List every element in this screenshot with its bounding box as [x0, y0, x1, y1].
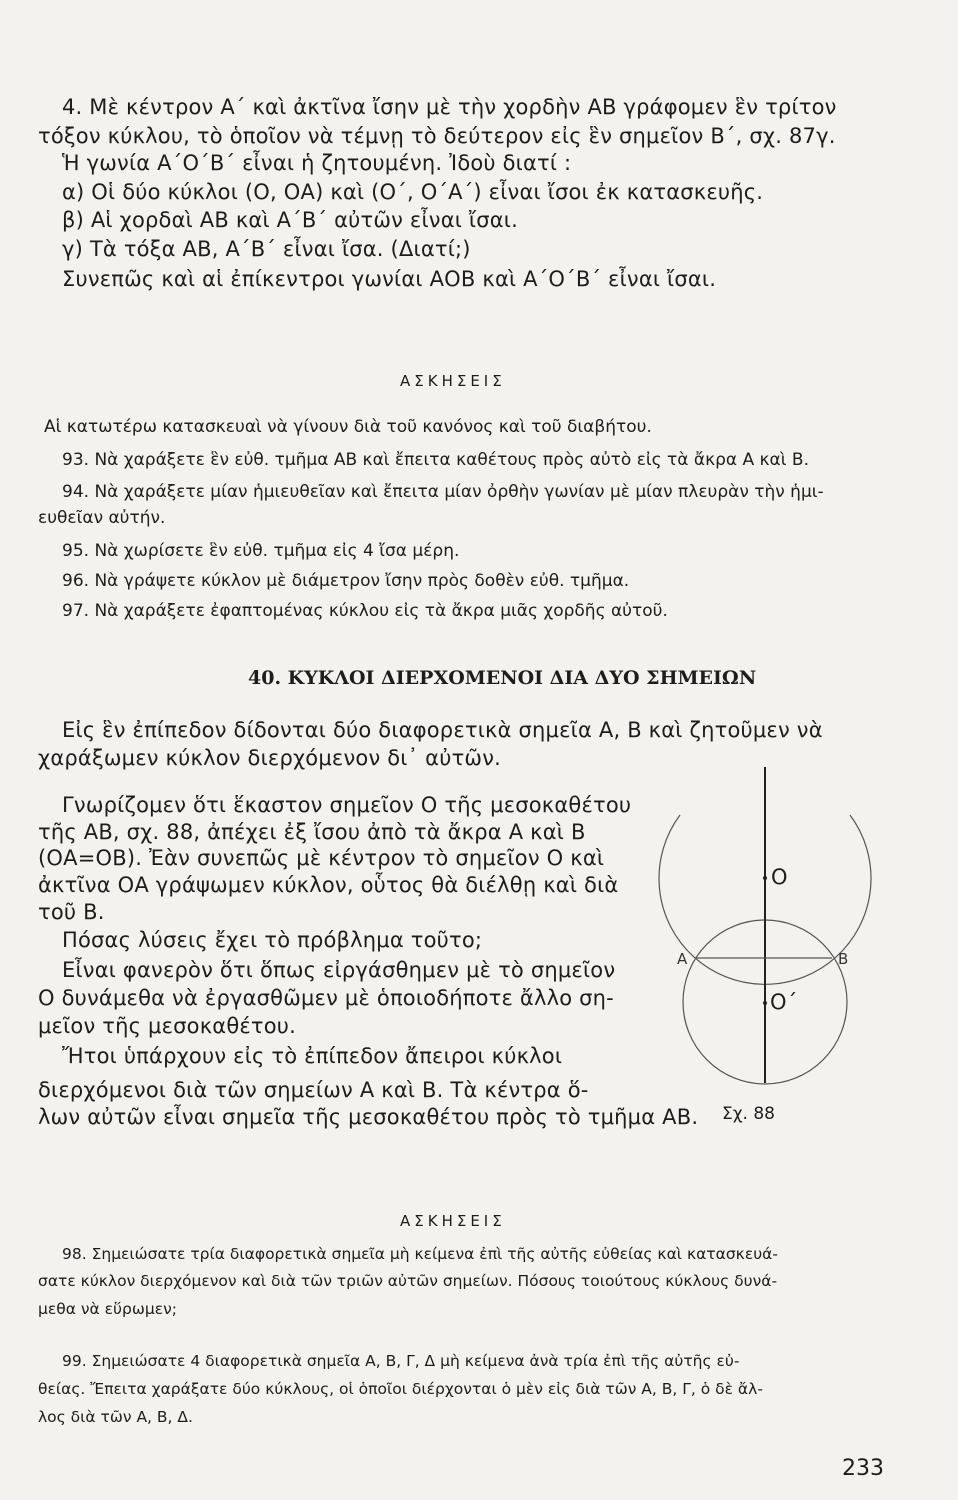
exercise-97: 97. Νὰ χαράξετε ἐφαπτομένας κύκλου εἰς τὰ ἄκρα μιᾶς χορδῆς αὐτοῦ.	[62, 601, 668, 621]
text-line: (ΟΑ=ΟΒ). Ἐὰν συνεπῶς μὲ κέντρον τὸ σημεῖον Ο καὶ	[38, 846, 605, 870]
text-line: 4. Μὲ κέντρον Α΄ καὶ ἀκτῖνα ἴσην μὲ τὴν χορδὴν ΑΒ γράφομεν ἓν τρίτον	[62, 95, 837, 119]
section-heading: ΑΣΚΗΣΕΙΣ	[400, 1212, 506, 1230]
label-o-prime: Ο΄	[770, 990, 798, 1014]
text-line: β) Αἱ χορδαὶ ΑΒ καὶ Α΄Β΄ αὐτῶν εἶναι ἴσαι.	[62, 208, 518, 232]
exercise-95: 95. Νὰ χωρίσετε ἓν εὐθ. τμῆμα εἰς 4 ἴσα μέρη.	[62, 541, 460, 561]
exercise-98: 98. Σημειώσατε τρία διαφορετικὰ σημεῖα μὴ κείμενα ἐπὶ τῆς αὐτῆς εὐθείας καὶ κατασκευά-	[62, 1245, 778, 1263]
text-line: τόξον κύκλου, τὸ ὁποῖον νὰ τέμνῃ τὸ δεύτερον εἰς ἓν σημεῖον Β΄, σχ. 87γ.	[38, 124, 836, 148]
text-line: Ἡ γωνία Α΄Ο΄Β΄ εἶναι ἡ ζητουμένη. Ἰδοὺ διατί :	[62, 151, 572, 175]
text-line: τοῦ Β.	[38, 900, 105, 924]
text-line: Πόσας λύσεις ἔχει τὸ πρόβλημα τοῦτο;	[62, 928, 483, 952]
text-line: Εἶναι φανερὸν ὅτι ὅπως εἰργάσθημεν μὲ τὸ σημεῖον	[62, 958, 616, 982]
text-line: Συνεπῶς καὶ αἱ ἐπίκεντροι γωνίαι ΑΟΒ καὶ Α΄Ο΄Β΄ εἶναι ἴσαι.	[62, 267, 717, 291]
exercise-93: 93. Νὰ χαράξετε ἓν εὐθ. τμῆμα ΑΒ καὶ ἔπειτα καθέτους πρὸς αὐτὸ εἰς τὰ ἄκρα Α καὶ Β.	[62, 450, 809, 470]
exercise-96: 96. Νὰ γράψετε κύκλον μὲ διάμετρον ἴσην πρὸς δοθὲν εὐθ. τμῆμα.	[62, 571, 630, 591]
text-line: λος διὰ τῶν Α, Β, Δ.	[38, 1408, 193, 1426]
section-heading: ΑΣΚΗΣΕΙΣ	[400, 372, 506, 390]
label-b: Β	[838, 950, 849, 968]
text-line: ευθεῖαν αὐτήν.	[38, 508, 166, 528]
text-line: διερχόμενοι διὰ τῶν σημείων Α καὶ Β. Τὰ κέντρα ὅ-	[38, 1078, 589, 1102]
text-line: γ) Τὰ τόξα ΑΒ, Α΄Β΄ εἶναι ἴσα. (Διατί;)	[62, 237, 471, 261]
text-line: Ο δυνάμεθα νὰ ἐργασθῶμεν μὲ ὁποιοδήποτε ἄλλο ση-	[38, 986, 614, 1010]
text-line: μεθα νὰ εὕρωμεν;	[38, 1300, 177, 1318]
text-line: τῆς ΑΒ, σχ. 88, ἀπέχει ἐξ ἴσου ἀπὸ τὰ ἄκρα Α καὶ Β	[38, 820, 586, 844]
label-a: Α	[677, 950, 688, 968]
text-line: σατε κύκλον διερχόμενον καὶ διὰ τῶν τριῶν αὐτῶν σημείων. Πόσους τοιούτους κύκλους δυνά-	[38, 1272, 778, 1290]
text-line: μεῖον τῆς μεσοκαθέτου.	[38, 1014, 297, 1038]
exercise-99: 99. Σημειώσατε 4 διαφορετικὰ σημεῖα Α, Β, Γ, Δ μὴ κείμενα ἀνὰ τρία ἐπὶ τῆς αὐτῆς εὐ-	[62, 1352, 740, 1370]
text-line: Ἤτοι ὑπάρχουν εἰς τὸ ἐπίπεδον ἄπειροι κύκλοι	[62, 1044, 563, 1068]
text-line: θείας. Ἔπειτα χαράξατε δύο κύκλους, οἱ ὁποῖοι διέρχονται ὁ μὲν εἰς διὰ τῶν Α, Β, Γ, ὁ δὲ ἄλ-	[38, 1380, 763, 1398]
point-o-prime	[763, 1001, 767, 1005]
text-line: λων αὐτῶν εἶναι σημεῖα τῆς μεσοκαθέτου πρὸς τὸ τμῆμα ΑΒ.	[38, 1105, 699, 1129]
figure-caption: Σχ. 88	[722, 1104, 776, 1124]
page-number: 233	[842, 1456, 884, 1481]
section-title: 40. ΚΥΚΛΟΙ ΔΙΕΡΧΟΜΕΝΟΙ ΔΙΑ ΔΥΟ ΣΗΜΕΙΩΝ	[248, 667, 757, 689]
text-line: ἀκτῖνα ΟΑ γράψωμεν κύκλον, οὗτος θὰ διέλθῃ καὶ διὰ	[38, 873, 619, 897]
text-line: Εἰς ἓν ἐπίπεδον δίδονται δύο διαφορετικὰ σημεῖα Α, Β καὶ ζητοῦμεν νὰ	[62, 718, 823, 742]
point-o	[763, 876, 767, 880]
text-line: α) Οἱ δύο κύκλοι (Ο, ΟΑ) καὶ (Ο΄, Ο΄Α΄) εἶναι ἴσοι ἐκ κατασκευῆς.	[62, 180, 764, 204]
text-line: Αἱ κατωτέρω κατασκευαὶ νὰ γίνουν διὰ τοῦ κανόνος καὶ τοῦ διαβήτου.	[44, 417, 652, 437]
exercise-94: 94. Νὰ χαράξετε μίαν ἡμιευθεῖαν καὶ ἔπειτα μίαν ὀρθὴν γωνίαν μὲ μίαν πλευρὰν τὴν ἡμι-	[62, 482, 824, 502]
text-line: Γνωρίζομεν ὅτι ἕκαστον σημεῖον Ο τῆς μεσοκαθέτου	[62, 793, 632, 817]
text-line: χαράξωμεν κύκλον διερχόμενον δι᾽ αὐτῶν.	[38, 746, 502, 770]
label-o: Ο	[771, 865, 788, 889]
